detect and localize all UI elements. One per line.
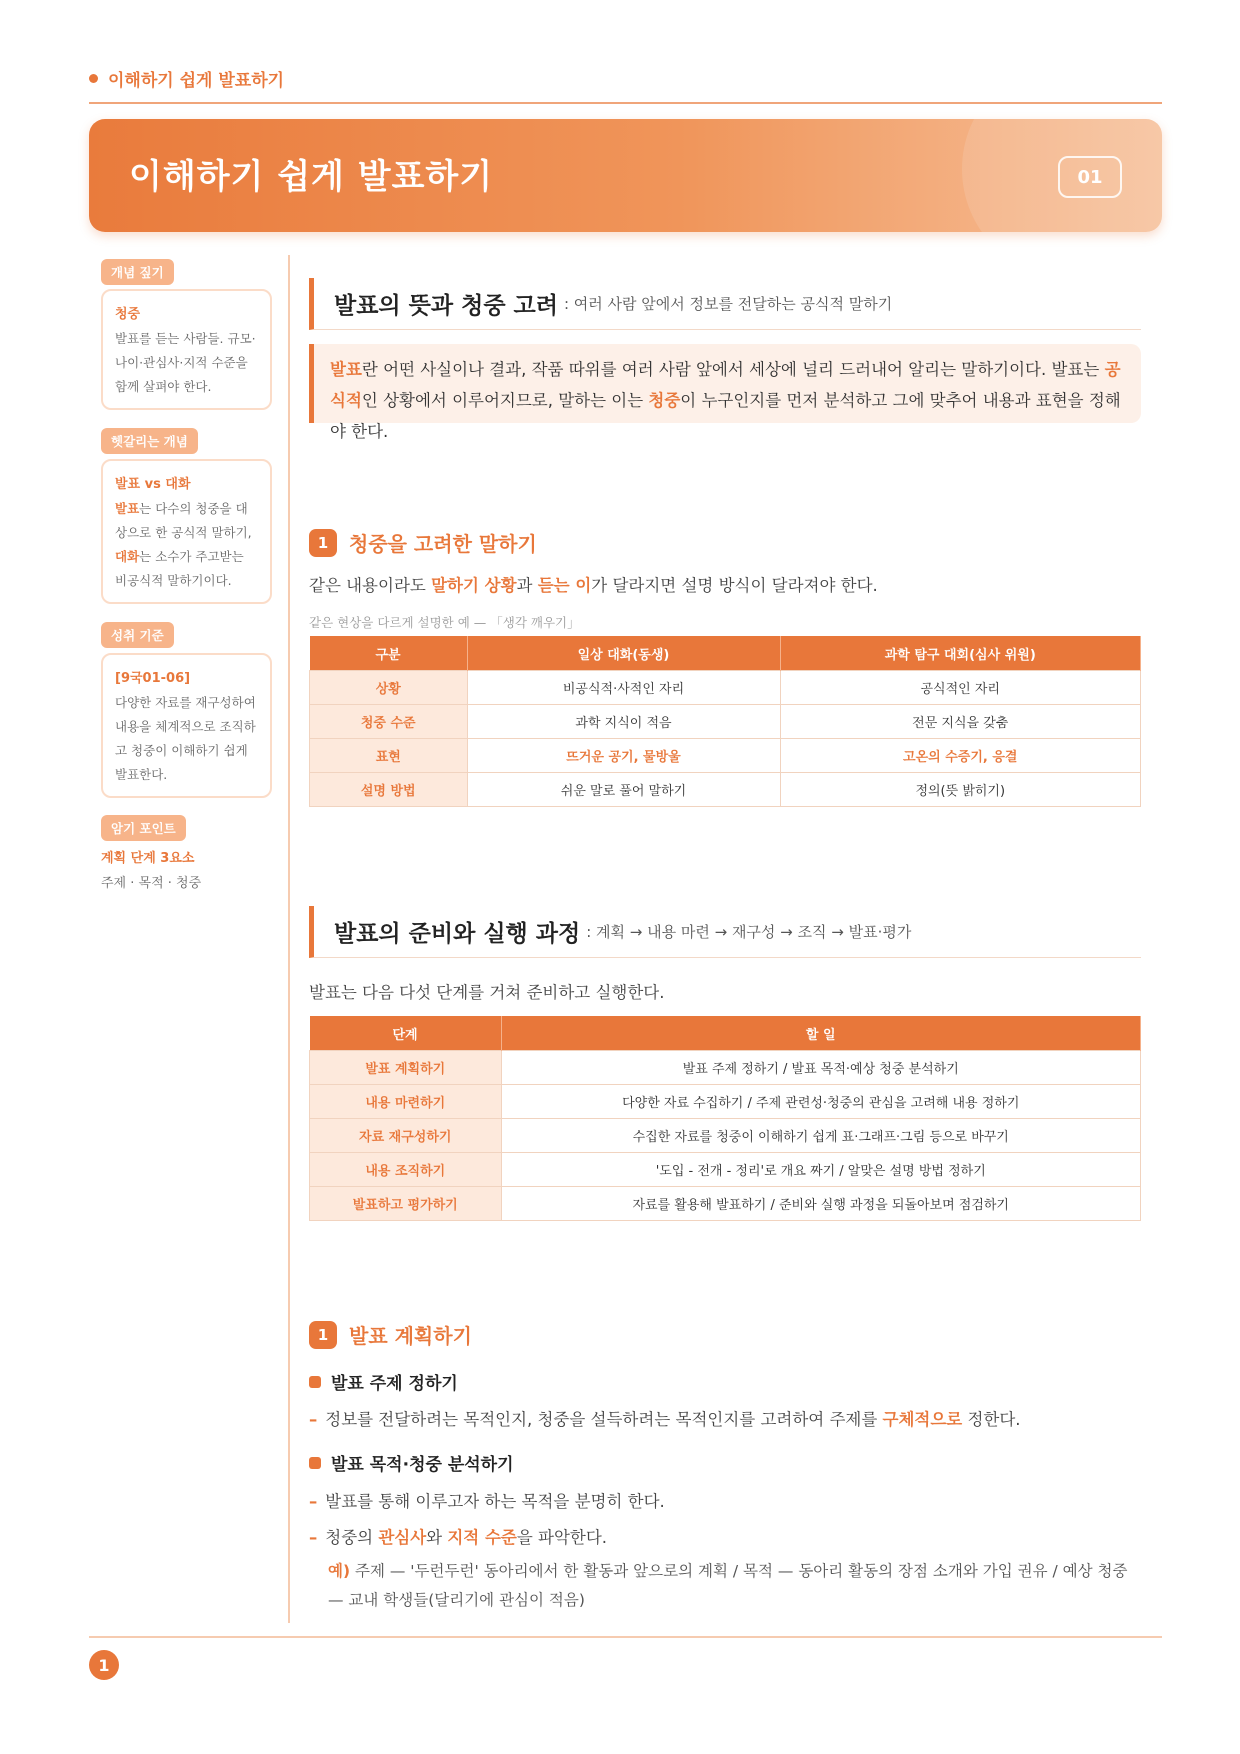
table-cell: '도입 - 전개 - 정리'로 개요 짜기 / 알맞은 설명 방법 정하기 [501,1153,1141,1187]
table-row [310,773,1141,807]
bullet-dot-icon [89,74,98,83]
dash-icon: – [309,1492,318,1511]
confusing-desc [115,497,258,593]
text: 청중의 [325,1528,379,1547]
table-cell: 자료를 활용해 발표하기 / 준비와 실행 과정을 되돌아보며 점검하기 [501,1187,1141,1221]
row-label: 발표하고 평가하기 [310,1187,502,1221]
definition-box [309,344,1141,441]
page-number: 1 [89,1650,119,1680]
row-label: 내용 조직하기 [310,1153,502,1187]
concept-term: 청중 [115,307,141,322]
table-cell: 전문 지식을 갖춤 [780,705,1141,739]
dash-icon: – [309,1410,318,1429]
keyword: 발표 [330,360,362,379]
bullet-heading [309,1450,514,1475]
table-cell: 뜨거운 공기, 물방울 [467,739,780,773]
table-cell: 고온의 수증기, 응결 [780,739,1141,773]
table-cell: 정의(뜻 밝히기) [780,773,1141,807]
table-cell: 쉬운 말로 풀어 말하기 [467,773,780,807]
subsection-heading [309,528,537,557]
table-row [310,671,1141,705]
section-subtitle: : 여러 사람 앞에서 정보를 전달하는 공식적 말하기 [563,295,893,313]
footer-divider [89,1636,1162,1638]
confusing-term: 발표 vs 대화 [115,477,191,492]
table-cell: 과학 지식이 적음 [467,705,780,739]
text: 란 어떤 사실이나 결과, 작품 따위를 여러 사람 앞에서 세상에 널리 드러내어 알리는 말하기이다. 발표는 [361,360,1105,379]
keyword: 대화 [115,549,140,564]
chapter-banner [89,119,1162,232]
keyword: 발표 [115,501,140,516]
table-header: 일상 대화(동생) [467,636,780,671]
text: 와 [426,1528,448,1547]
table-header-row [310,636,1141,671]
text: 주제 — '두런두런' 동아리에서 한 활동과 앞으로의 계획 / 목적 — 동아리 활동의 장점 소개와 가입 권유 / 예상 청중 — 교내 학생들(달리기에 관심이 적음) [328,1562,1128,1609]
comparison-table [309,636,1141,807]
table-row [310,1051,1141,1085]
subsection-title: 청중을 고려한 말하기 [349,532,537,556]
text: 과 [516,576,538,595]
bullet-title: 발표 목적·청중 분석하기 [331,1455,514,1475]
row-label: 표현 [310,739,468,773]
table-cell: 비공식적·사적인 자리 [467,671,780,705]
text: 는 다수의 청중을 대상으로 한 공식적 말하기, [115,501,252,540]
table-caption: 같은 현상을 다르게 설명한 예 — 「생각 깨우기」 [309,615,580,630]
text: 가 달라지면 설명 방식이 달라져야 한다. [591,576,878,595]
intro-paragraph [309,572,878,596]
text: 는 소수가 주고받는 비공식적 말하기이다. [115,549,244,588]
section-title: 발표의 뜻과 청중 고려 [334,293,558,319]
row-label: 발표 계획하기 [310,1051,502,1085]
square-bullet-icon [309,1457,321,1469]
row-label: 내용 마련하기 [310,1085,502,1119]
table-cell: 다양한 자료 수집하기 / 주제 관련성·청중의 관심을 고려해 내용 정하기 [501,1085,1141,1119]
concept-desc: 발표를 듣는 사람들. 규모·나이·관심사·지적 수준을 함께 살펴야 한다. [115,331,256,394]
step-number-badge: 1 [309,529,337,557]
chapter-number-badge: 01 [1058,156,1122,198]
example-text [328,1557,1141,1615]
table-row [310,739,1141,773]
dash-item [309,1488,665,1512]
bullet-heading [309,1369,458,1394]
section-heading-2 [309,906,1141,958]
column-divider [288,255,290,1623]
table-cell: 공식적인 자리 [780,671,1141,705]
bullet-title: 발표 주제 정하기 [331,1374,458,1394]
table-cell: 발표 주제 정하기 / 발표 목적·예상 청중 분석하기 [501,1051,1141,1085]
standard-tag: 성취 기준 [101,622,174,648]
text: 이 누구인지를 먼저 분석하고 그에 맞추어 내용과 표현을 정해야 한다. [330,391,1121,441]
section-heading-1 [309,278,1141,330]
row-label: 자료 재구성하기 [310,1119,502,1153]
table-cell: 수집한 자료를 청중이 이해하기 쉽게 표·그래프·그림 등으로 바꾸기 [501,1119,1141,1153]
running-title: 이해하기 쉽게 발표하기 [108,71,285,91]
keyword: 관심사 [378,1528,427,1547]
memory-tag: 암기 포인트 [101,815,186,841]
table-row [310,1153,1141,1187]
banner-title: 이해하기 쉽게 발표하기 [129,157,494,197]
text: 정한다. [962,1410,1021,1429]
confusing-box [101,459,272,604]
example-label: 예) [328,1562,351,1580]
text: 인 상황에서 이루어지므로, 말하는 이는 [361,391,649,410]
step-number-badge: 1 [309,1321,337,1349]
table-row [310,1085,1141,1119]
keyword: 말하기 상황 [431,576,517,595]
running-header [89,66,284,91]
header-divider [89,102,1162,104]
subsection-heading [309,1320,472,1349]
dash-item [309,1406,1021,1430]
text: 정보를 전달하려는 목적인지, 청중을 설득하려는 목적인지를 고려하여 주제를 [325,1410,883,1429]
keyword: 듣는 이 [537,576,592,595]
confusing-tag: 헷갈리는 개념 [101,428,198,454]
table-header: 구분 [310,636,468,671]
concept-tag: 개념 짚기 [101,259,174,285]
table-row [310,705,1141,739]
standard-desc: 다양한 자료를 재구성하여 내용을 체계적으로 조직하고 청중이 이해하기 쉽게 발표한다. [115,695,256,782]
memory-term: 계획 단계 3요소 [101,851,195,866]
standard-box [101,653,272,798]
dash-icon: – [309,1528,318,1547]
text: 발표를 통해 이루고자 하는 목적을 분명히 한다. [325,1492,665,1511]
table-header: 할 일 [501,1016,1141,1051]
keyword: 구체적으로 [882,1410,963,1429]
table-header: 단계 [310,1016,502,1051]
row-label: 상황 [310,671,468,705]
process-intro: 발표는 다음 다섯 단계를 거쳐 준비하고 실행한다. [309,983,665,1002]
section-title: 발표의 준비와 실행 과정 [334,921,581,947]
concept-box [101,289,272,410]
subsection-title: 발표 계획하기 [349,1324,472,1348]
table-header-row [310,1016,1141,1051]
memory-desc: 주제 · 목적 · 청중 [101,876,202,891]
text: 을 파악한다. [516,1528,608,1547]
keyword: 지적 수준 [447,1528,517,1547]
keyword: 공식적 [330,360,1121,410]
row-label: 청중 수준 [310,705,468,739]
row-label: 설명 방법 [310,773,468,807]
section-subtitle: : 계획 → 내용 마련 → 재구성 → 조직 → 발표·평가 [586,923,912,941]
standard-code: [9국01-06] [115,671,191,686]
table-row [310,1187,1141,1221]
text: 같은 내용이라도 [309,576,432,595]
keyword: 청중 [648,391,681,410]
table-header: 과학 탐구 대회(심사 위원) [780,636,1141,671]
square-bullet-icon [309,1376,321,1388]
process-table [309,1016,1141,1221]
dash-item [309,1524,607,1548]
table-row [310,1119,1141,1153]
